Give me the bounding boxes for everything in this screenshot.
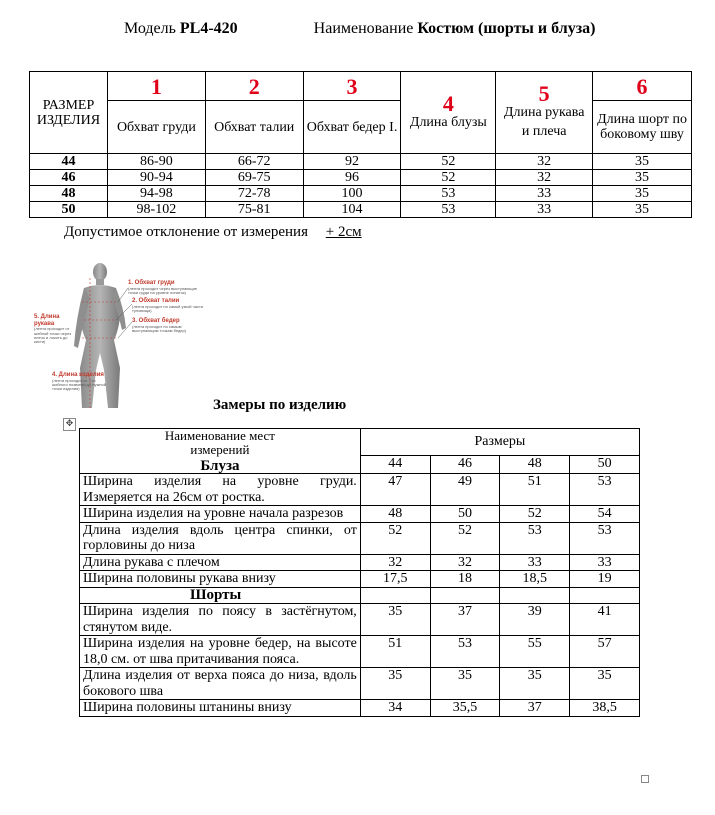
size-row: 48 94-98 72-78 100 53 33 35	[30, 186, 692, 202]
measurement-row: Ширина половины штанины внизу 34 35,5 37 38,5	[80, 700, 640, 717]
name-label: Наименование	[313, 20, 414, 37]
size-chart-table	[29, 71, 692, 218]
column-number-4: 4 Длина блузы	[401, 72, 496, 154]
size-row: 50 98-102 75-81 104 53 33 35	[30, 202, 692, 218]
figure-note: 4. Длина изделия (лента проходит от 7-го шейного позвонка до нужной точки изделия)	[52, 372, 106, 392]
size-label-cell: РАЗМЕР ИЗДЕЛИЯ	[30, 72, 108, 154]
tolerance-value: + 2см	[325, 224, 362, 240]
figure-note: 3. Обхват бедер (лента проходит по самым выступающим точкам бедер)	[132, 318, 187, 333]
size-row: 46 90-94 69-75 96 52 32 35	[30, 170, 692, 186]
size-header: 48	[500, 456, 570, 474]
figure-note: 1. Обхват груди (лента проходит через выступающие точки груди на уровне лопаток)	[128, 280, 198, 295]
column-number: 6	[593, 72, 692, 101]
size-header: 50	[570, 456, 640, 474]
column-label: Длина рукава и плеча	[503, 105, 585, 139]
section-title-shorts: Шорты	[80, 587, 361, 604]
table-resize-handle[interactable]	[641, 775, 649, 783]
column-label: Обхват талии	[205, 101, 303, 154]
tolerance-note	[64, 224, 362, 241]
column-label: Длина блузы	[409, 114, 487, 130]
name-value: Костюм (шорты и блуза)	[417, 20, 596, 37]
name-header: Наименование мест измерений	[164, 428, 275, 457]
measurement-row: Ширина изделия на уровне бедер, на высоте 18,0 см. от шва притачивания пояса. 51 53 55 57	[80, 636, 640, 668]
measurement-row: Ширина изделия на уровне начала разрезов 48 50 52 54	[80, 506, 640, 523]
figure-note: 5. Длина рукава (лента проходит от шейной точки через плечо и локоть до кисти)	[34, 314, 72, 345]
measurement-row: Длина рукава с плечом 32 32 33 33	[80, 554, 640, 571]
measurement-row: Ширина изделия по поясу в застёгнутом, стянутом виде. 35 37 39 41	[80, 604, 640, 636]
column-number: 3	[303, 72, 401, 101]
measurement-row: Длина изделия вдоль центра спинки, от горловины до низа 52 52 53 53	[80, 522, 640, 554]
model-label: Модель	[124, 20, 176, 37]
size-row: 44 86-90 66-72 92 52 32 35	[30, 154, 692, 170]
move-handle-icon[interactable]: ✥	[63, 418, 76, 431]
column-label: Обхват груди	[107, 101, 205, 154]
section-title-blouse: Блуза	[200, 458, 240, 474]
measurements-table	[79, 428, 640, 717]
column-number-5: 5 Длина рукава и плеча	[496, 72, 593, 154]
model-code: PL4-420	[179, 20, 238, 37]
measurement-row: Ширина изделия на уровне груди. Измеряется на 26см от ростка. 47 49 51 53	[80, 474, 640, 506]
sizes-header: Размеры	[360, 429, 639, 456]
measurement-figure	[34, 258, 204, 413]
column-number: 2	[205, 72, 303, 101]
measurements-title: Замеры по изделию	[213, 397, 347, 413]
name-header-cell	[80, 429, 361, 474]
measurement-row: Длина изделия от верха пояса до низа, вдоль бокового шва 35 35 35 35	[80, 668, 640, 700]
column-label: Обхват бедер I.	[303, 101, 401, 154]
tolerance-text: Допустимое отклонение от измерения	[64, 224, 308, 240]
figure-note: 2. Обхват талии (лента проходит по самой узкой части туловища)	[132, 298, 204, 313]
size-header: 44	[360, 456, 430, 474]
column-number: 1	[107, 72, 205, 101]
document-header	[124, 20, 595, 38]
size-header: 46	[430, 456, 500, 474]
column-label: Длина шорт по боковому шву	[593, 101, 692, 154]
measurement-row: Ширина половины рукава внизу 17,5 18 18,5 19	[80, 571, 640, 588]
